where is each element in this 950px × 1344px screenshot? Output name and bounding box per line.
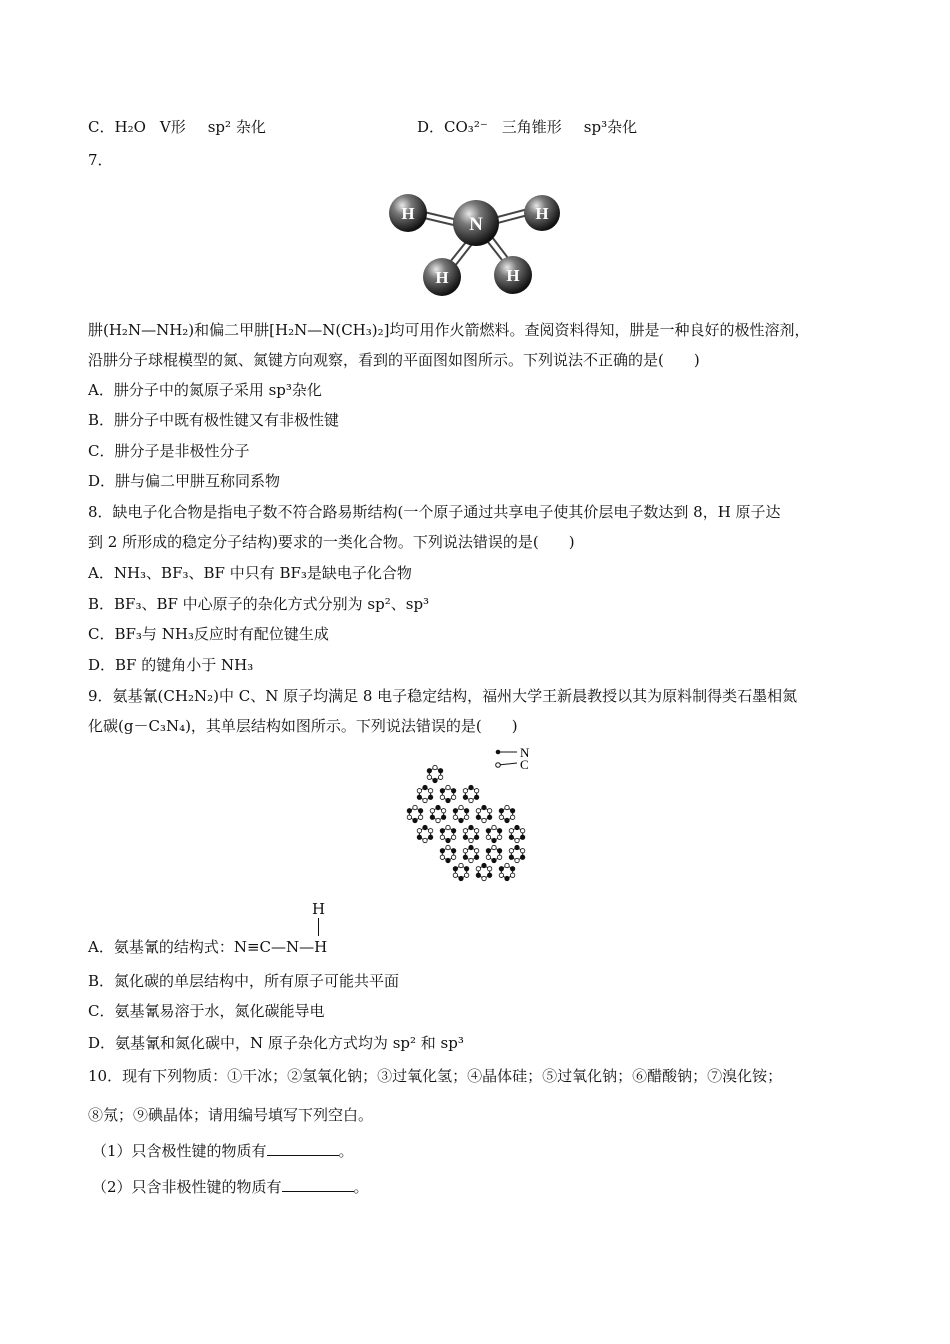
nitrogen-atom <box>520 855 524 859</box>
carbon-atom <box>520 829 524 833</box>
carbon-atom <box>451 835 455 839</box>
formula: H₂O <box>114 118 146 136</box>
nitrogen-atom <box>509 855 513 859</box>
hybridization: sp² 杂化 <box>207 118 266 136</box>
nitrogen-atom <box>499 867 503 871</box>
carbon-atom <box>463 789 467 793</box>
nitrogen-atom <box>487 815 491 819</box>
carbon-atom <box>505 805 509 809</box>
q7-option-a: A．肼分子中的氮原子采用 sp³杂化 <box>88 381 322 399</box>
carbon-atom <box>453 815 457 819</box>
carbon-atom <box>474 829 478 833</box>
q7-stem-line2: 沿肼分子球棍模型的氮、氮键方向观察，看到的平面图如图所示。下列说法不正确的是( ) <box>88 351 700 369</box>
carbon-atom <box>482 876 486 880</box>
carbon-atom <box>430 809 434 813</box>
nitrogen-atom <box>459 876 463 880</box>
q8-stem-line1: 8．缺电子化合物是指电子数不符合路易斯结构(一个原子通过共享电子使其价层电子数达到 8，H 原子达 <box>88 503 781 521</box>
carbon-atom <box>463 849 467 853</box>
q10-sub1 <box>92 1141 354 1161</box>
nitrogen-atom <box>474 855 478 859</box>
q10-stem-line2: ⑧氖；⑨碘晶体；请用编号填写下列空白。 <box>88 1106 374 1124</box>
carbon-atom <box>492 825 496 829</box>
carbon-atom <box>515 858 519 862</box>
carbon-atom <box>438 775 442 779</box>
carbon-atom <box>440 855 444 859</box>
carbon-atom <box>464 815 468 819</box>
carbon-atom <box>451 795 455 799</box>
nitrogen-atom <box>515 845 519 849</box>
carbon-atom <box>474 789 478 793</box>
carbon-atom <box>423 838 427 842</box>
svg-text:H: H <box>506 266 520 285</box>
nitrogen-atom <box>520 835 524 839</box>
carbon-atom <box>482 818 486 822</box>
q8-option-c: C．BF₃与 NH₃反应时有配位键生成 <box>88 625 329 643</box>
nitrogen-atom <box>451 829 455 833</box>
struct-vertical-bond <box>318 918 319 936</box>
nitrogen-atom <box>407 809 411 813</box>
svg-text:H: H <box>435 268 449 287</box>
carbon-atom <box>428 789 432 793</box>
sub-question-text: （2）只含非极性键的物质有 <box>92 1178 282 1196</box>
lattice-atoms <box>407 765 525 880</box>
nitrogen-atom <box>482 805 486 809</box>
q9-option-c: C．氨基氰易溶于水，氮化碳能导电 <box>88 1002 325 1020</box>
q8-stem-line2: 到 2 所形成的稳定分子结构)要求的一类化合物。下列说法错误的是( ) <box>88 533 575 551</box>
carbon-atom <box>509 829 513 833</box>
carbon-atom <box>464 873 468 877</box>
nitrogen-atom <box>505 818 509 822</box>
nitrogen-atom <box>417 795 421 799</box>
carbon-atom <box>413 805 417 809</box>
nitrogen-atom <box>474 835 478 839</box>
carbon-atom <box>509 849 513 853</box>
atom-n <box>453 200 499 246</box>
nitrogen-atom <box>515 825 519 829</box>
nitrogen-atom <box>505 876 509 880</box>
nitrogen-atom <box>463 855 467 859</box>
nitrogen-atom <box>440 789 444 793</box>
svg-text:N: N <box>469 214 483 235</box>
q8-option-d: D．BF 的键角小于 NH₃ <box>88 656 254 674</box>
q8-option-b: B．BF₃、BF 中心原子的杂化方式分别为 sp²、sp³ <box>88 595 430 613</box>
carbon-atom <box>459 805 463 809</box>
carbon-atom <box>515 838 519 842</box>
carbon-atom <box>440 795 444 799</box>
punctuation: 。 <box>338 1142 354 1160</box>
carbon-atom <box>463 829 467 833</box>
q7-stem-line1: 肼(H₂N—NH₂)和偏二甲肼[H₂N—N(CH₃)₂]均可用作火箭燃料。查阅资料得知，肼是一种良好的极性溶剂， <box>88 321 810 339</box>
lattice-bonds <box>409 768 522 879</box>
svg-text:N: N <box>520 745 530 760</box>
carbon-atom <box>428 829 432 833</box>
nitrogen-atom <box>413 818 417 822</box>
carbon-atom <box>453 873 457 877</box>
nitrogen-atom <box>446 858 450 862</box>
nitrogen-atom <box>428 835 432 839</box>
carbon-atom <box>492 845 496 849</box>
hybridization: sp³杂化 <box>583 118 638 136</box>
nitrogen-atom <box>451 789 455 793</box>
answer-blank[interactable] <box>267 1141 339 1156</box>
nitrogen-atom <box>427 769 431 773</box>
carbon-atom <box>474 849 478 853</box>
option-label: C． <box>88 118 115 136</box>
hydrazine-ball-stick-model <box>380 185 570 300</box>
nitrogen-atom <box>464 809 468 813</box>
nitrogen-atom <box>423 785 427 789</box>
q8-option-a: A．NH₃、BF₃、BF 中只有 BF₃是缺电子化合物 <box>88 564 412 582</box>
shape: 三角锥形 <box>501 118 562 136</box>
struct-top-h: H <box>312 900 326 918</box>
carbon-atom <box>486 835 490 839</box>
nitrogen-atom <box>440 829 444 833</box>
nitrogen-atom <box>487 873 491 877</box>
nitrogen-atom <box>446 798 450 802</box>
option-label: A．氨基氰的结构式： <box>88 938 234 956</box>
nitrogen-atom <box>497 849 501 853</box>
shape: V形 <box>159 118 186 136</box>
carbon-atom <box>510 815 514 819</box>
nitrogen-atom <box>497 829 501 833</box>
carbon-atom <box>520 849 524 853</box>
carbon-atom <box>433 765 437 769</box>
nitrogen-atom <box>486 849 490 853</box>
q9-stem-line1: 9．氨基氰(CH₂N₂)中 C、N 原子均满足 8 电子稳定结构，福州大学王新晨教授以其为原料制得类石墨相氮 <box>88 687 798 705</box>
atom-h-bottom-left <box>423 258 461 296</box>
nitrogen-atom <box>418 809 422 813</box>
nitrogen-atom <box>469 845 473 849</box>
nitrogen-atom <box>417 835 421 839</box>
carbon-atom <box>446 845 450 849</box>
carbon-atom <box>427 775 431 779</box>
svg-text:H: H <box>535 204 549 223</box>
nitrogen-atom <box>476 873 480 877</box>
q6-option-d <box>417 117 637 137</box>
nitrogen-atom <box>436 805 440 809</box>
carbon-atom <box>476 867 480 871</box>
carbon-atom <box>459 863 463 867</box>
nitrogen-atom <box>510 809 514 813</box>
carbon-atom <box>407 815 411 819</box>
q7-number: 7． <box>88 151 113 169</box>
q9-option-b: B．氮化碳的单层结构中，所有原子可能共平面 <box>88 972 400 990</box>
q7-option-b: B．肼分子中既有极性键又有非极性键 <box>88 411 340 429</box>
carbon-atom <box>423 798 427 802</box>
q9-option-a <box>88 937 327 957</box>
nitrogen-atom <box>446 838 450 842</box>
option-label: D． <box>417 118 445 136</box>
nitrogen-atom <box>476 815 480 819</box>
nitrogen-atom <box>438 769 442 773</box>
nitrogen-atom <box>474 795 478 799</box>
carbon-atom <box>417 789 421 793</box>
nitrogen-atom <box>499 809 503 813</box>
answer-blank[interactable] <box>282 1177 354 1192</box>
punctuation: 。 <box>353 1178 369 1196</box>
carbon-atom <box>469 838 473 842</box>
q10-sub2 <box>92 1177 369 1197</box>
structural-formula: N≡C—N—H <box>233 938 328 956</box>
nitrogen-atom <box>423 825 427 829</box>
carbon-atom <box>451 855 455 859</box>
atom-h-left <box>389 194 427 232</box>
q6-option-c <box>88 117 266 137</box>
carbon-atom <box>486 855 490 859</box>
nitrogen-atom <box>428 795 432 799</box>
q10-stem-line1: 10．现有下列物质：①干冰；②氢氧化钠；③过氧化氢；④晶体硅；⑤过氧化钠；⑥醋酸钠；⑦溴化铵； <box>88 1067 783 1085</box>
nitrogen-atom <box>509 835 513 839</box>
atom-h-bottom-right <box>494 256 532 294</box>
carbon-atom <box>505 863 509 867</box>
nitrogen-atom <box>469 825 473 829</box>
nitrogen-atom <box>463 795 467 799</box>
nitrogen-atom <box>453 809 457 813</box>
nitrogen-atom <box>440 849 444 853</box>
carbon-atom <box>497 835 501 839</box>
carbon-atom <box>476 809 480 813</box>
carbon-nitride-layer-structure <box>405 744 545 889</box>
formula: CO₃²⁻ <box>444 118 488 136</box>
carbon-atom <box>497 855 501 859</box>
nitrogen-atom <box>482 863 486 867</box>
nitrogen-atom <box>469 785 473 789</box>
nitrogen-atom <box>433 778 437 782</box>
nitrogen-atom <box>464 867 468 871</box>
carbon-atom <box>487 809 491 813</box>
nitrogen-atom <box>451 849 455 853</box>
nitrogen-atom <box>430 815 434 819</box>
carbon-atom <box>418 815 422 819</box>
carbon-atom <box>441 809 445 813</box>
carbon-atom <box>469 798 473 802</box>
atom-h-right <box>524 195 560 231</box>
carbon-atom <box>499 873 503 877</box>
carbon-atom <box>436 818 440 822</box>
nitrogen-atom <box>441 815 445 819</box>
carbon-atom <box>446 825 450 829</box>
carbon-atom <box>510 873 514 877</box>
carbon-atom <box>417 829 421 833</box>
nitrogen-atom <box>510 867 514 871</box>
nitrogen-atom <box>486 829 490 833</box>
svg-text:C: C <box>520 757 529 772</box>
nitrogen-atom <box>492 838 496 842</box>
nitrogen-atom <box>492 858 496 862</box>
q7-option-c: C．肼分子是非极性分子 <box>88 442 250 460</box>
nitrogen-atom <box>453 867 457 871</box>
carbon-atom <box>440 835 444 839</box>
q9-stem-line2: 化碳(g－C₃N₄)，其单层结构如图所示。下列说法错误的是( ) <box>88 717 518 735</box>
nitrogen-atom <box>463 835 467 839</box>
carbon-atom <box>487 867 491 871</box>
carbon-atom <box>469 858 473 862</box>
nitrogen-atom <box>459 818 463 822</box>
legend <box>496 745 530 772</box>
q9-option-d: D．氨基氰和氮化碳中，N 原子杂化方式均为 sp² 和 sp³ <box>88 1034 464 1052</box>
sub-question-text: （1）只含极性键的物质有 <box>92 1142 267 1160</box>
carbon-atom <box>499 815 503 819</box>
q7-option-d: D．肼与偏二甲肼互称同系物 <box>88 472 281 490</box>
carbon-atom <box>446 785 450 789</box>
svg-text:H: H <box>401 204 415 223</box>
